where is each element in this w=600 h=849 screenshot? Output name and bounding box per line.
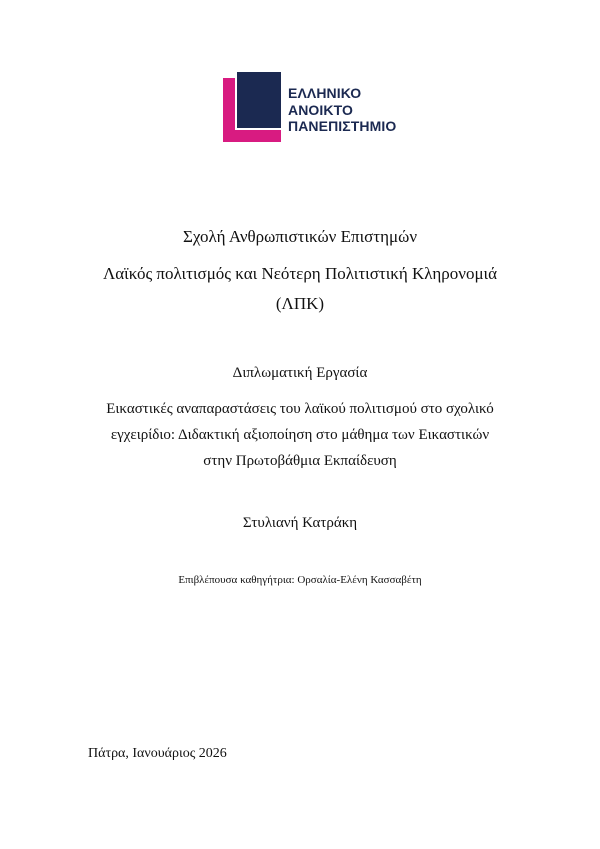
logo-wordmark: [288, 85, 396, 135]
university-logo: [223, 72, 423, 142]
thesis-title-line: Εικαστικές αναπαραστάσεις του λαϊκού πολιτισμού στο σχολικό: [106, 401, 494, 417]
document-type: Διπλωματική Εργασία: [232, 365, 368, 381]
logo-line: ΕΛΛΗΝΙΚΟ: [288, 85, 362, 101]
logo-line: ΑΝΟΙΚΤΟ: [288, 101, 353, 118]
place-and-date: Πάτρα, Ιανουάριος 2026: [88, 746, 227, 761]
author-name: Στυλιανή Κατράκη: [242, 515, 358, 531]
thesis-title-line: εγχειρίδιο: Διδακτική αξιοποίηση στο μάθημα των Εικαστικών: [110, 427, 490, 443]
logo-line: ΠΑΝΕΠΙΣΤΗΜΙΟ: [288, 118, 397, 134]
supervisor-line: Επιβλέπουσα καθηγήτρια: Ορσαλία-Ελένη Κασσαβέτη: [178, 574, 422, 586]
thesis-title-line: στην Πρωτοβάθμια Εκπαίδευση: [203, 453, 397, 469]
program-name: Λαϊκός πολιτισμός και Νεότερη Πολιτιστική Κληρονομιά: [102, 264, 498, 283]
university-logo-icon: [223, 72, 281, 142]
program-abbreviation: (ΛΠΚ): [275, 294, 325, 313]
school-name: Σχολή Ανθρωπιστικών Επιστημών: [182, 227, 418, 246]
